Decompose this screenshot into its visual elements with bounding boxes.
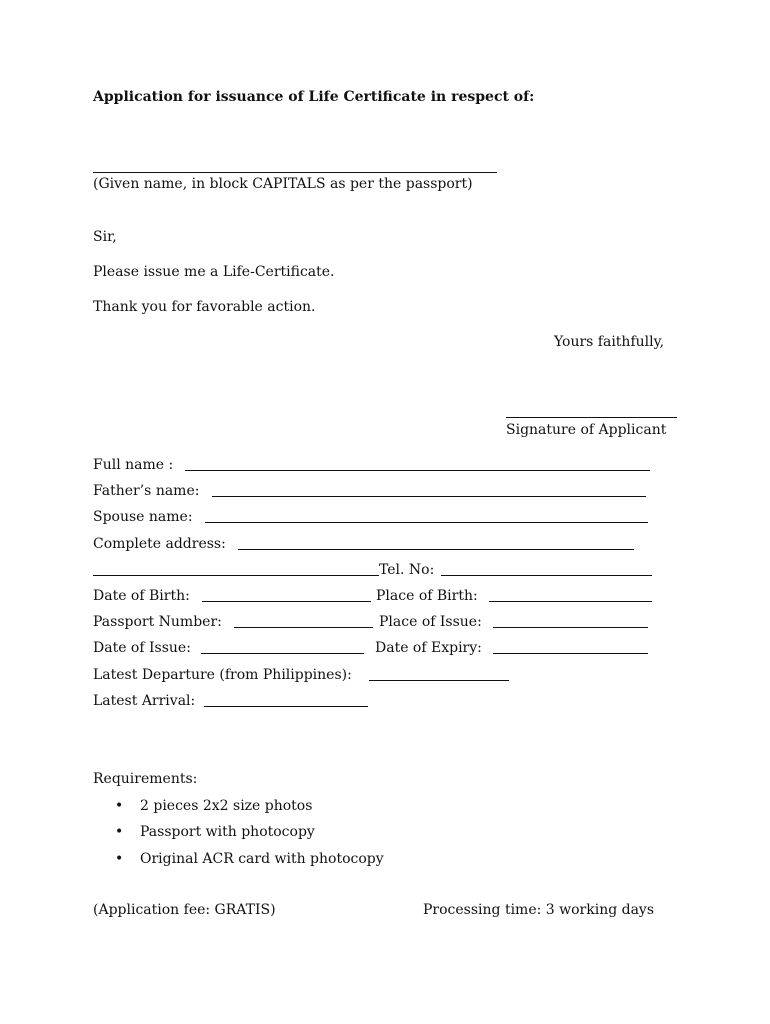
fathers-name-label: Father’s name: bbox=[93, 483, 200, 499]
requirements-heading: Requirements: bbox=[93, 771, 198, 787]
place-of-issue-field[interactable] bbox=[493, 627, 648, 628]
fathers-name-field[interactable] bbox=[212, 496, 646, 497]
full-name-label: Full name : bbox=[93, 457, 174, 473]
thanks-text: Thank you for favorable action. bbox=[93, 299, 316, 315]
passport-number-field[interactable] bbox=[234, 627, 373, 628]
signature-caption: Signature of Applicant bbox=[506, 422, 667, 438]
salutation: Sir, bbox=[93, 229, 117, 245]
tel-no-label: Tel. No: bbox=[379, 562, 435, 578]
latest-departure-field[interactable] bbox=[369, 680, 509, 681]
requirement-item: Passport with photocopy bbox=[140, 824, 315, 840]
form-heading: Application for issuance of Life Certificate in respect of: bbox=[93, 89, 535, 105]
place-of-birth-field[interactable] bbox=[489, 601, 652, 602]
request-text: Please issue me a Life-Certificate. bbox=[93, 264, 335, 280]
latest-departure-label: Latest Departure (from Philippines): bbox=[93, 667, 352, 683]
address-continuation-field[interactable] bbox=[93, 575, 379, 576]
spouse-name-field[interactable] bbox=[205, 522, 648, 523]
date-of-expiry-label: Date of Expiry: bbox=[375, 640, 482, 656]
date-of-birth-label: Date of Birth: bbox=[93, 588, 190, 604]
latest-arrival-label: Latest Arrival: bbox=[93, 693, 196, 709]
closing-text: Yours faithfully, bbox=[554, 334, 665, 350]
signature-line[interactable] bbox=[506, 417, 677, 418]
full-name-field[interactable] bbox=[185, 470, 650, 471]
given-name-line[interactable] bbox=[93, 172, 497, 173]
complete-address-label: Complete address: bbox=[93, 536, 226, 552]
complete-address-field[interactable] bbox=[238, 549, 634, 550]
place-of-birth-label: Place of Birth: bbox=[376, 588, 478, 604]
date-of-issue-label: Date of Issue: bbox=[93, 640, 191, 656]
date-of-birth-field[interactable] bbox=[202, 601, 371, 602]
given-name-caption: (Given name, in block CAPITALS as per the passport) bbox=[93, 176, 473, 192]
bullet-icon: • bbox=[115, 824, 124, 840]
requirement-item: Original ACR card with photocopy bbox=[140, 851, 384, 867]
application-fee: (Application fee: GRATIS) bbox=[93, 902, 276, 918]
spouse-name-label: Spouse name: bbox=[93, 509, 193, 525]
date-of-issue-field[interactable] bbox=[201, 653, 364, 654]
latest-arrival-field[interactable] bbox=[204, 706, 368, 707]
tel-no-field[interactable] bbox=[441, 575, 652, 576]
processing-time: Processing time: 3 working days bbox=[423, 902, 655, 918]
date-of-expiry-field[interactable] bbox=[493, 653, 648, 654]
bullet-icon: • bbox=[115, 798, 124, 814]
place-of-issue-label: Place of Issue: bbox=[379, 614, 482, 630]
bullet-icon: • bbox=[115, 851, 124, 867]
requirement-item: 2 pieces 2x2 size photos bbox=[140, 798, 313, 814]
passport-number-label: Passport Number: bbox=[93, 614, 222, 630]
